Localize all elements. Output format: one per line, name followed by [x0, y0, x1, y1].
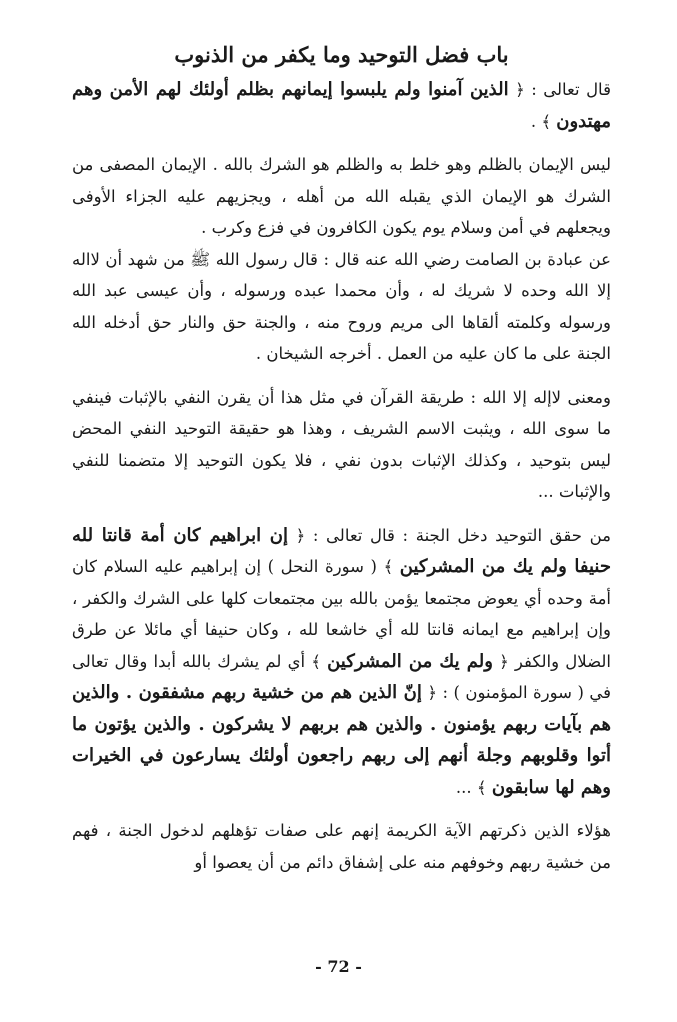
commentary-paragraph: ليس الإيمان بالظلم وهو خلط به والظلم هو الشرك بالله . الإيمان المصفى من الشرك هو الإيمان الذي يقبله الله من أهله ، ويجزيهم عليه الجزاء الأوفى ويجعلهم في أمن وسلام يوم يكون الكافرون في فزع وكرب .: [72, 155, 611, 237]
text-segment: ﴾ ( سورة النحل ) إن إبراهيم عليه السلام كان أمة وحده أي يعوض مجتمعا يؤمن بالله بين مجتمعات كلها على الشرك والكفر ، وإن إبراهيم مع ايمانه قانتا لله أي خاشعا لله ، وكان حنيفا أي مائلا عن طرق الضلال والكفر ﴿: [72, 557, 611, 671]
page-number: - 72 -: [315, 957, 362, 976]
quran-verse: إنّ الذين هم من خشية ربهم مشفقون . والذين هم بآيات ربهم يؤمنون . والذين هم بربهم لا يشركون . والذين يؤتون ما أتوا وقلوبهم وجلة أنهم إلى ربهم راجعون أولئك يسارعون في الخيرات وهم لها سابقون: [72, 682, 611, 798]
chapter-title: باب فضل التوحيد وما يكفر من الذنوب: [174, 42, 509, 67]
hadith-paragraph: عن عبادة بن الصامت رضي الله عنه قال : قال رسول الله ﷺ من شهد أن لااله إلا الله وحده لا شريك له ، وأن محمدا عبده ورسوله ، وأن عيسى عبد الله ورسوله وكلمته ألقاها الى مريم وروح منه ، والجنة حق والنار حق أدخله الله الجنة على ما كان عليه من العمل . أخرجه الشيخان .: [72, 249, 611, 363]
quran-verse: الذين آمنوا ولم يلبسوا إيمانهم بظلم أولئك لهم الأمن وهم مهتدون: [72, 79, 611, 132]
closing-paragraph: هؤلاء الذين ذكرتهم الآية الكريمة إنهم على صفات تؤهلهم لدخول الجنة ، فهم من خشية ربهم وخوفهم منه على إشفاق دائم من أن يعصوا أو: [72, 821, 611, 872]
tawhid-paradise-paragraph: [72, 520, 611, 804]
text-segment: ﴾ أي لم يشرك بالله أبدا وقال تعالى في ( سورة المؤمنون ) : ﴿: [72, 651, 611, 702]
commentary-section: [72, 149, 611, 370]
tawhid-meaning-paragraph: ومعنى لاإله إلا الله : طريقة القرآن في مثل هذا أن يقرن النفي بالإثبات فينفي ما سوى الله ، ويثبت الاسم الشريف ، وهذا هو حقيقة التوحيد النفي المحض ليس بتوحيد ، وكذلك الإثبات بدون نفي ، فلا يكون التوحيد إلا متضمنا للنفي والإثبات ...: [72, 387, 611, 501]
verse-intro: قال تعالى : ﴿: [508, 80, 611, 99]
text-segment: من حقق التوحيد دخل الجنة : قال تعالى : ﴿: [287, 525, 611, 545]
verse-close: ﴾ .: [530, 111, 557, 131]
text-segment: ﴾ ...: [455, 777, 492, 797]
quran-verse: ولم يك من المشركين: [327, 650, 493, 672]
quran-verse: إن ابراهيم كان أمة قانتا لله حنيفا ولم يك من المشركين: [72, 524, 611, 577]
verse-paragraph: [72, 74, 611, 137]
